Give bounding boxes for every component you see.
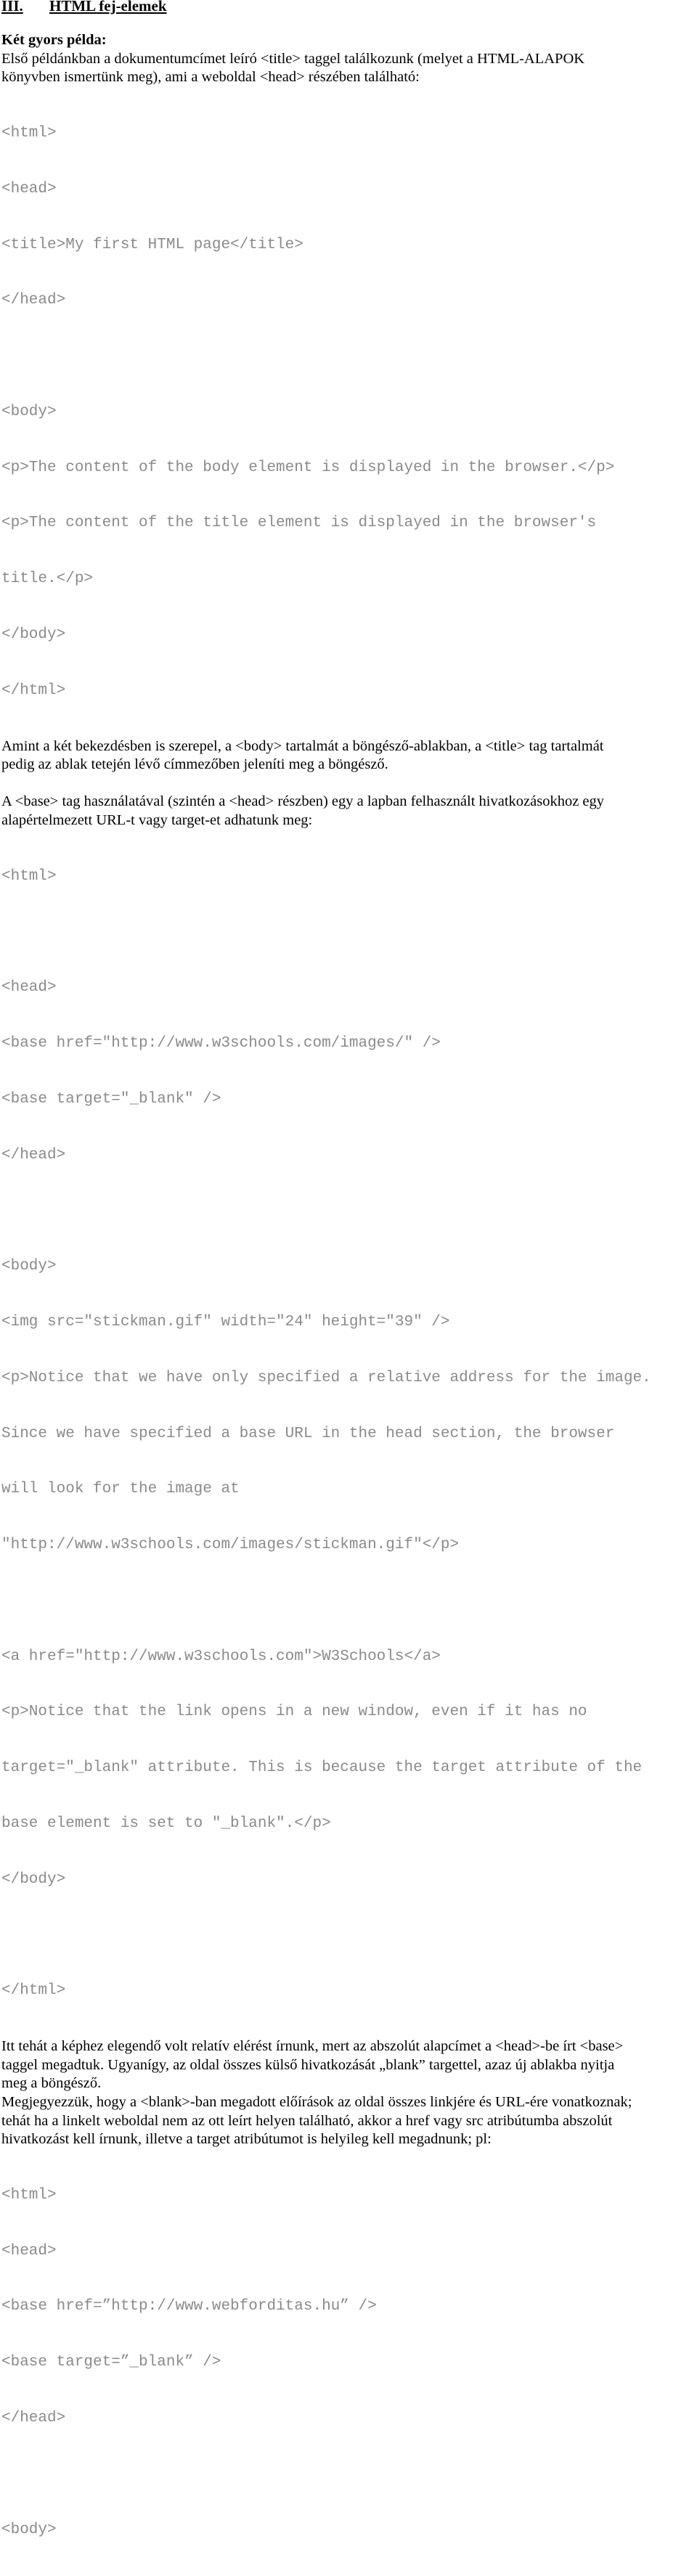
code-line: <base href="http://www.w3schools.com/images/" /> bbox=[1, 1035, 441, 1052]
code-block-3 bbox=[1, 2149, 696, 2576]
code-line: <head> bbox=[1, 180, 57, 197]
code-line: </body> bbox=[1, 1870, 66, 1888]
document-page bbox=[1, 0, 696, 2576]
section-heading bbox=[1, 0, 696, 15]
code-line: <body> bbox=[1, 403, 57, 420]
code-line: target="_blank" attribute. This is because the target attribute of the bbox=[1, 1759, 643, 1777]
code-line bbox=[1, 1926, 696, 1945]
section-title: HTML fej-elemek bbox=[49, 0, 167, 15]
explanation-paragraph-1 bbox=[1, 737, 696, 774]
code-line: <img src="stickman.gif" width="24" height="39" /> bbox=[1, 1313, 450, 1330]
code-line: <html> bbox=[1, 124, 57, 142]
text-line: hivatkozást kell írnunk, illetve a target atribútumot is helyileg kell megadnunk; pl: bbox=[1, 2131, 492, 2148]
code-line bbox=[1, 2465, 696, 2484]
text-line: Itt tehát a képhez elegendő volt relatív elérést írnunk, mert az abszolút alapcímet a <head>-be írt <base> bbox=[1, 2038, 624, 2055]
code-line: </head> bbox=[1, 1146, 66, 1164]
code-line: title.</p> bbox=[1, 571, 94, 588]
code-line: <head> bbox=[1, 2242, 57, 2260]
section-number: III. bbox=[1, 0, 23, 15]
code-line: base element is set to "_blank".</p> bbox=[1, 1815, 331, 1832]
code-line: "http://www.w3schools.com/images/stickman.gif"</p> bbox=[1, 1537, 460, 1554]
code-line: <base target=”_blank” /> bbox=[1, 2354, 221, 2371]
intro-paragraph-2 bbox=[1, 793, 696, 830]
code-line: </head> bbox=[1, 292, 66, 309]
code-line: <p>Notice that we have only specified a relative address for the image. bbox=[1, 1369, 651, 1386]
code-line: <a href="http://www.w3schools.com">W3Schools</a> bbox=[1, 1648, 441, 1665]
code-line: </html> bbox=[1, 682, 66, 699]
code-line bbox=[1, 1201, 696, 1220]
code-line: will look for the image at bbox=[1, 1481, 240, 1498]
code-line: <base target="_blank" /> bbox=[1, 1090, 221, 1108]
code-line: <p>The content of the body element is displayed in the browser.</p> bbox=[1, 459, 615, 476]
code-block-1 bbox=[1, 87, 696, 737]
text-line: taggel megadtuk. Ugyanígy, az oldal összes külső hivatkozását „blank” targettel, azaz új ablakba nyitja bbox=[1, 2056, 615, 2073]
text-line: alapértelmezett URL-t vagy target-et adhatunk meg: bbox=[1, 811, 313, 828]
code-line: <html> bbox=[1, 867, 57, 885]
code-line: Since we have specified a base URL in the head section, the browser bbox=[1, 1425, 615, 1442]
explanation-paragraph-2 bbox=[1, 2037, 696, 2149]
text-line: tehát ha a linkelt weboldal nem az ott leírt helyen található, akkor a href vagy src atribútumba abszolút bbox=[1, 2112, 613, 2129]
subheading: Két gyors példa: bbox=[1, 32, 107, 48]
code-line bbox=[1, 923, 696, 942]
code-line: </html> bbox=[1, 1982, 66, 2000]
code-line: <base href=”http://www.webforditas.hu” /> bbox=[1, 2298, 377, 2315]
code-line: <body> bbox=[1, 2521, 57, 2538]
text-line: Amint a két bekezdésben is szerepel, a <body> tartalmát a böngésző-ablakban, a <title> tag tartalmát bbox=[1, 737, 604, 754]
code-line bbox=[1, 1592, 696, 1611]
text-line: pedig az ablak tetején lévő címmezőben jeleníti meg a böngésző. bbox=[1, 756, 388, 773]
code-line: <head> bbox=[1, 979, 57, 997]
code-line: <p>Notice that the link opens in a new window, even if it has no bbox=[1, 1704, 587, 1721]
text-line: könyvben ismertünk meg), ami a weboldal <head> részében található: bbox=[1, 69, 420, 86]
code-line bbox=[1, 347, 696, 366]
code-line: <html> bbox=[1, 2186, 57, 2204]
intro-paragraph-1 bbox=[1, 50, 696, 87]
text-line: Első példánkban a dokumentumcímet leíró <title> taggel találkozunk (melyet a HTML-ALAPOK bbox=[1, 50, 585, 67]
text-line: A <base> tag használatával (szintén a <head> részben) egy a lapban felhasznált hivatkozásokhoz egy bbox=[1, 793, 605, 810]
text-line: Megjegyezzük, hogy a <blank>-ban megadott előírások az oldal összes linkjére és URL-ére vonatkoznak; bbox=[1, 2093, 632, 2110]
code-line: <title>My first HTML page</title> bbox=[1, 236, 303, 253]
code-line: <p>The content of the title element is displayed in the browser's bbox=[1, 515, 597, 532]
code-line: <body> bbox=[1, 1258, 57, 1275]
code-block-2 bbox=[1, 830, 696, 2038]
code-line: </head> bbox=[1, 2410, 66, 2426]
code-line: </body> bbox=[1, 626, 66, 643]
text-line: meg a böngésző. bbox=[1, 2075, 102, 2092]
